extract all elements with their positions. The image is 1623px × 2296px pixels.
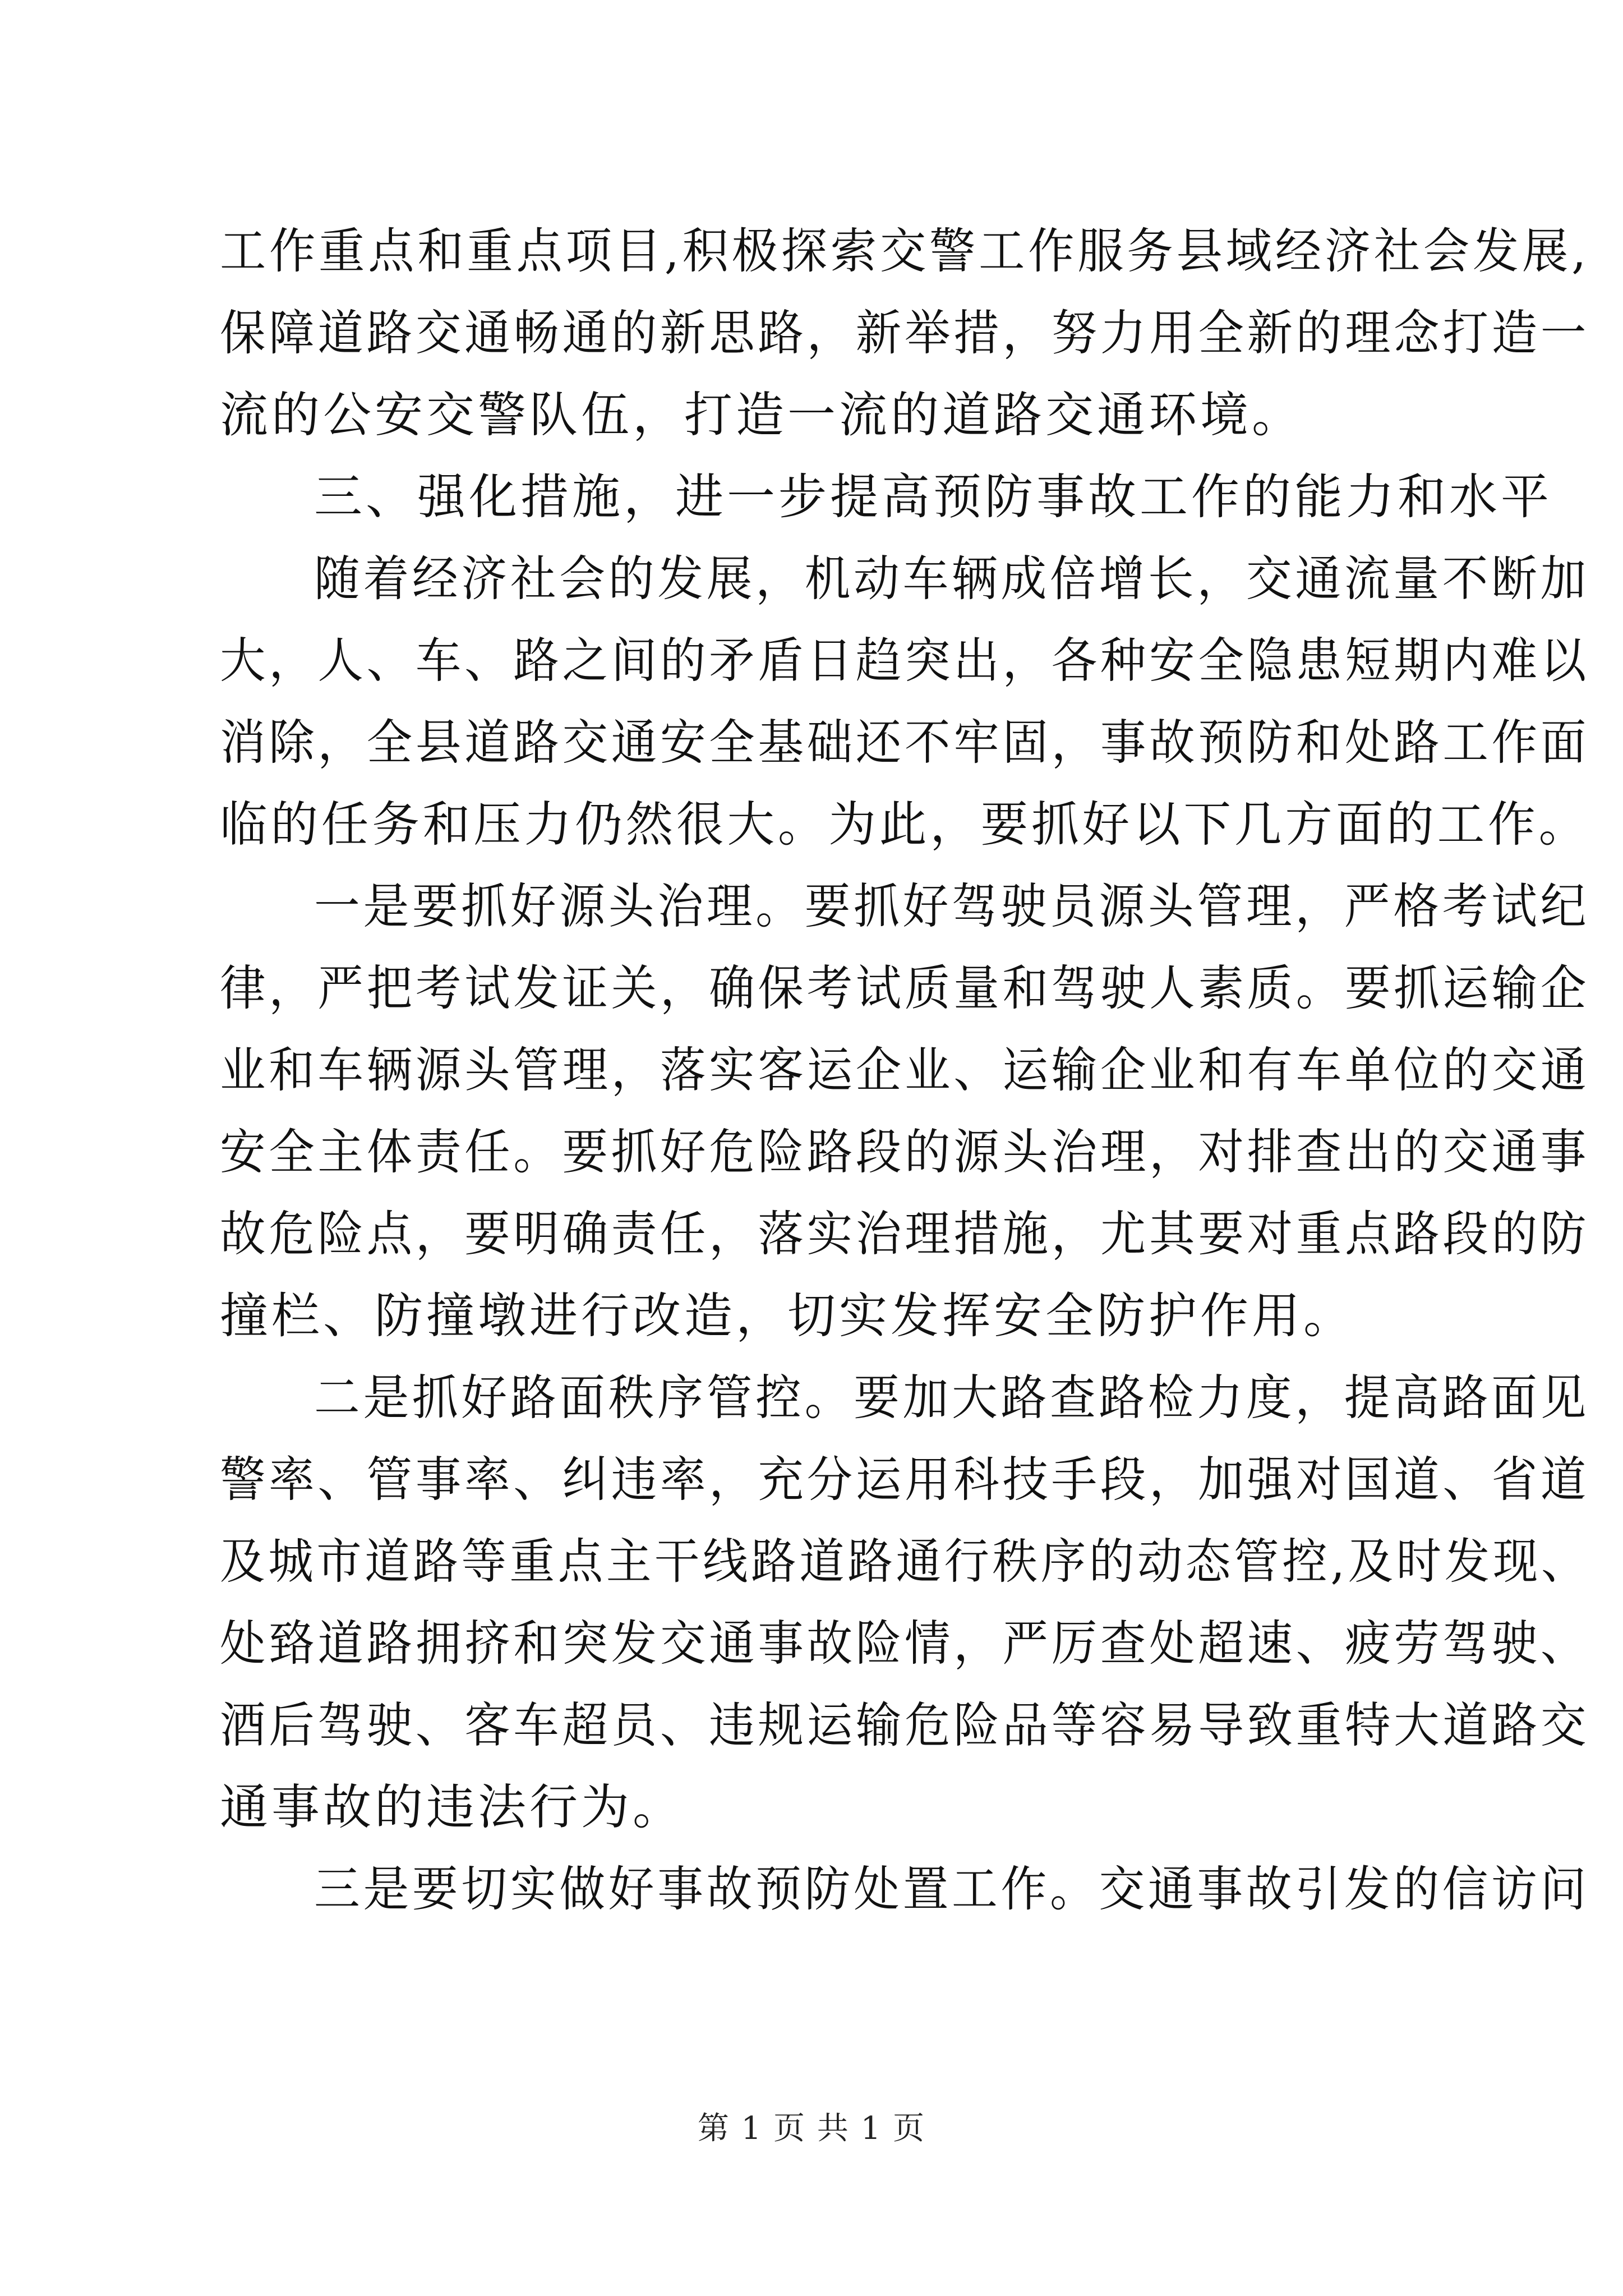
text-line-content: 故危险点，要明确责任，落实治理措施，尤其要对重点路段的防: [220, 1206, 1590, 1262]
text-line-content: 处臵道路拥挤和突发交通事故险情，严厉查处超速、疲劳驾驶、: [220, 1616, 1590, 1672]
text-line-content: 通事故的违法行为。: [220, 1779, 684, 1835]
section-heading-text: 三、强化措施，进一步提高预防事故工作的能力和水平: [314, 469, 1552, 525]
text-line-content: 酒后驾驶、客车超员、违规运输危险品等容易导致重特大道路交: [220, 1697, 1590, 1754]
text-line-content: 保障道路交通畅通的新思路，新举措，努力用全新的理念打造一: [220, 305, 1590, 361]
text-line-content: 及城市道路等重点主干线路道路通行秩序的动态管控,及时发现、: [220, 1534, 1590, 1590]
text-line-content: 流的公安交警队伍，打造一流的道路交通环境。: [220, 387, 1303, 443]
text-line-content: 律，严把考试发证关，确保考试质量和驾驶人素质。要抓运输企: [220, 960, 1590, 1016]
text-line-content: 撞栏、防撞墩进行改造，切实发挥安全防护作用。: [220, 1288, 1355, 1344]
text-line-content: 警率、管事率、纠违率，充分运用科技手段，加强对国道、省道: [220, 1452, 1590, 1508]
page-footer: 第 1 页 共 1 页: [697, 2110, 926, 2147]
text-line-content: 三是要切实做好事故预防处置工作。交通事故引发的信访问: [314, 1861, 1590, 1917]
text-line-content: 消除，全县道路交通安全基础还不牢固，事故预防和处路工作面: [220, 715, 1590, 771]
text-line-content: 安全主体责任。要抓好危险路段的源头治理，对排查出的交通事: [220, 1124, 1590, 1180]
text-line-content: 工作重点和重点项目,积极探索交警工作服务县域经济社会发展,: [220, 223, 1590, 279]
text-line-content: 大，人、车、路之间的矛盾日趋突出，各种安全隐患短期内难以: [220, 633, 1590, 689]
text-line-content: 一是要抓好源头治理。要抓好驾驶员源头管理，严格考试纪: [314, 878, 1590, 935]
text-line-content: 随着经济社会的发展，机动车辆成倍增长，交通流量不断加: [314, 551, 1590, 607]
text-line-content: 二是抓好路面秩序管控。要加大路查路检力度，提高路面见: [314, 1370, 1590, 1426]
text-line-content: 业和车辆源头管理，落实客运企业、运输企业和有车单位的交通: [220, 1042, 1590, 1098]
text-line-content: 临的任务和压力仍然很大。为此，要抓好以下几方面的工作。: [220, 797, 1590, 853]
